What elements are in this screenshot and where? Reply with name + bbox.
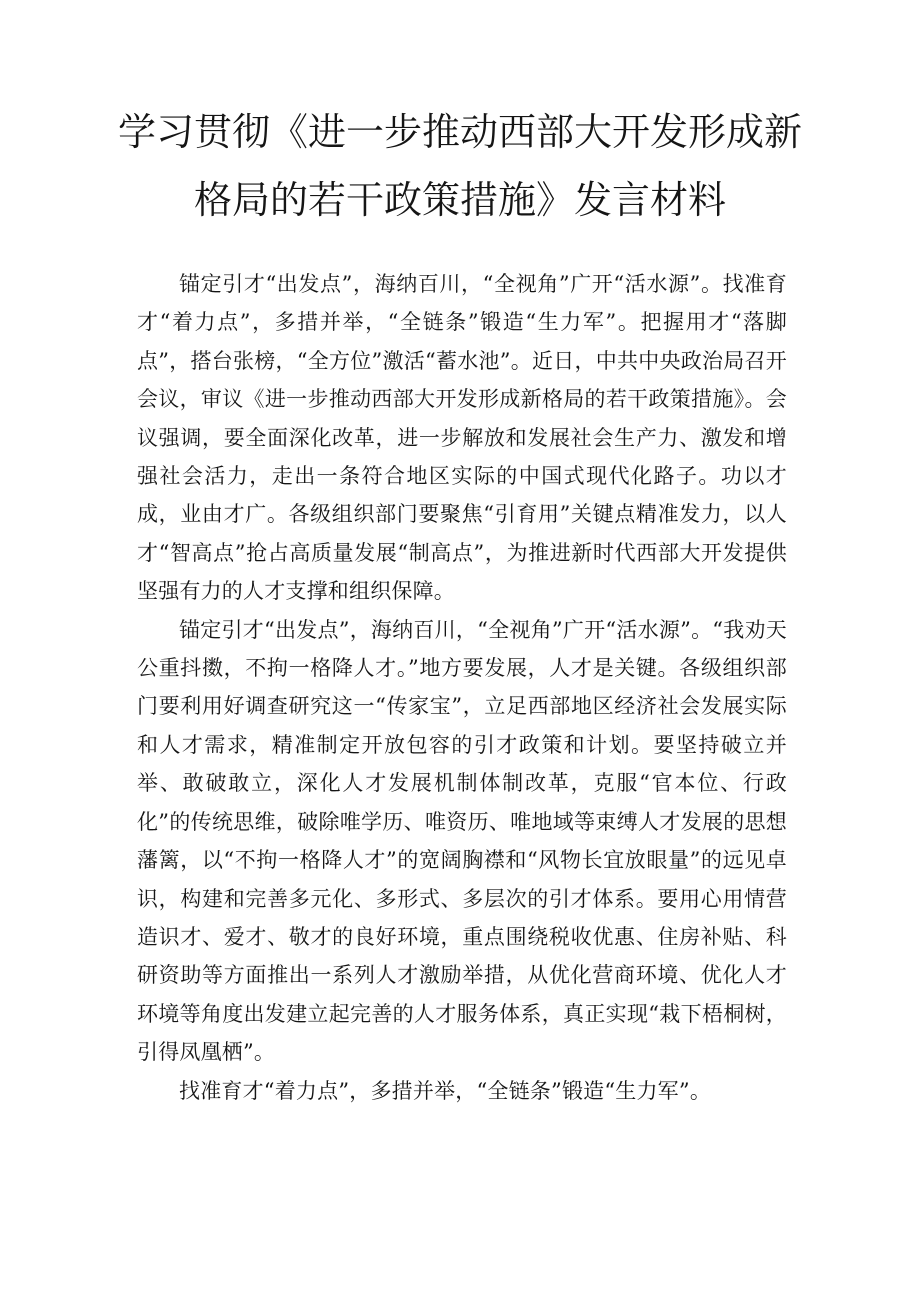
paragraph: 锚定引才“出发点”，海纳百川，“全视角”广开“活水源”。“我劝天公重抖擞，不拘一格降人才。”地方要发展，人才是关键。各级组织部门要利用好调查研究这一“传家宝”，立足西部地区经济社会发展实际和人才需求，精准制定开放包容的引才政策和计划。要坚持破立并举、敢破敢立，深化人才发展机制体制改革，克服“官本位、行政化”的传统思维，破除唯学历、唯资历、唯地域等束缚人才发展的思想藩篱，以“不拘一格降人才”的宽阔胸襟和“风物长宜放眼量”的远见卓识，构建和完善多元化、多形式、多层次的引才体系。要用心用情营造识才、爱才、敬才的良好环境，重点围绕税收优惠、住房补贴、科研资助等方面推出一系列人才激励举措，从优化营商环境、优化人才环境等角度出发建立起完善的人才服务体系，真正实现“栽下梧桐树，引得凤凰栖”。 [137,617,787,1065]
document-title-line-2: 格局的若干政策措施》发言材料 [193,178,726,222]
document-title-line-1: 学习贯彻《进一步推动西部大开发形成新 [117,110,802,154]
paragraph: 锚定引才“出发点”，海纳百川，“全视角”广开“活水源”。找准育才“着力点”，多措并举，“全链条”锻造“生力军”。把握用才“落脚点”，搭台张榜，“全方位”激活“蓄水池”。近日，中共中央政治局召开会议，审议《进一步推动西部大开发形成新格局的若干政策措施》。会议强调，要全面深化改革，进一步解放和发展社会生产力、激发和增强社会活力，走出一条符合地区实际的中国式现代化路子。功以才成，业由才广。各级组织部门要聚焦“引育用”关键点精准发力，以人才“智高点”抢占高质量发展“制高点”，为推进新时代西部大开发提供坚强有力的人才支撑和组织保障。 [137,272,787,604]
document-body [137,265,787,1110]
paragraph: 找准育才“着力点”，多措并举，“全链条”锻造“生力军”。 [179,1078,712,1103]
